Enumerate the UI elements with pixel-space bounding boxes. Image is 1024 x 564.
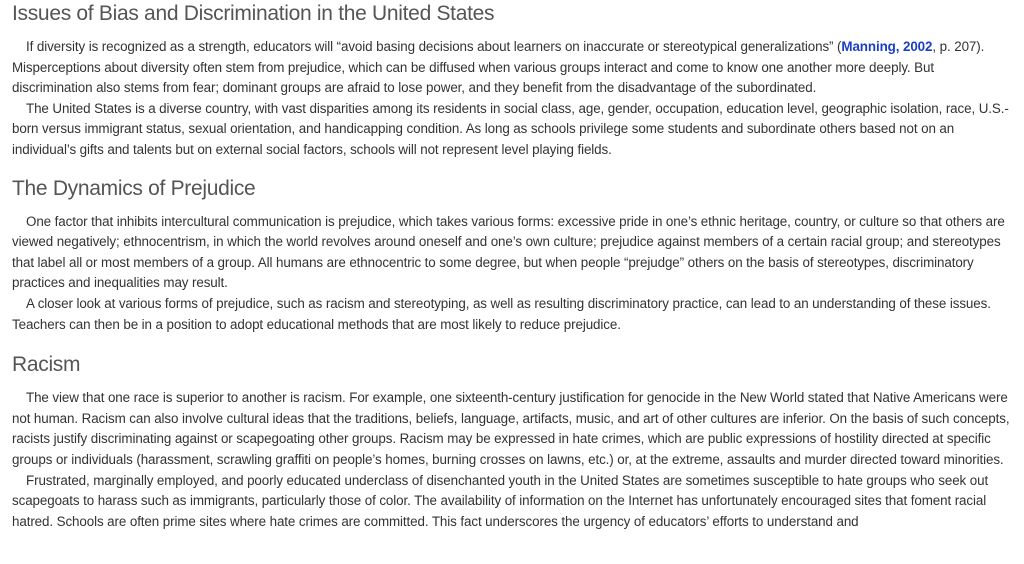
section-heading: The Dynamics of Prejudice [12, 176, 256, 200]
paragraph: A closer look at various forms of prejudice, such as racism and stereotyping, as well as resulting discriminatory practice, can lead to an understanding of these issues. Teachers can then be in a position to adopt educational methods that are most likely to reduce prejudice. [12, 295, 991, 332]
paragraph-text: , p. 207). Misperceptions about diversity often stem from prejudice, which can be diffused when various groups interact and come to know one another more deeply. But discrimination also stems from fear; dominant groups are afraid to lose power, and they benefit from the disadvantage of the subordinated. [12, 39, 985, 96]
citation-link[interactable]: Manning, 2002 [841, 39, 933, 54]
paragraph-text: If diversity is recognized as a strength, educators will “avoid basing decisions about learners on inaccurate or stereotypical generalizations” ( [26, 39, 842, 54]
paragraph: The view that one race is superior to another is racism. For example, one sixteenth-century justification for genocide in the New World stated that Native Americans were not human. Racism can also involve cultural ideas that the traditions, beliefs, language, artifacts, music, and art of other cultures are inferior. On the basis of such concepts, racists justify discriminating against or scapegoating other groups. Racism may be expressed in hate crimes, which are public expressions of hostility directed at specific groups or individuals (harassment, scrawling graffiti on people’s homes, burning crosses on lawns, etc.) or, at the extreme, assaults and murder directed toward minorities. [12, 390, 1010, 467]
section-body [12, 388, 1018, 532]
paragraph: The United States is a diverse country, with vast disparities among its residents in social class, age, gender, occupation, education level, geographic isolation, race, U.S.-born versus immigrant status, sexual orientation, and handicapping condition. As long as schools privilege some students and subordinate others based not on an individual’s gifts and talents but on external social factors, schools will not represent level playing fields. [12, 100, 1009, 157]
paragraph: Frustrated, marginally employed, and poorly educated underclass of disenchanted youth in the United States are sometimes susceptible to hate groups who seek out scapegoats to harass such as immigrants, particularly those of color. The availability of information on the Internet has unfortunately encouraged sites that foment racial hatred. Schools are often prime sites where hate crimes are committed. This fact underscores the urgency of educators’ efforts to understand and [12, 472, 989, 529]
paragraph: One factor that inhibits intercultural communication is prejudice, which takes various forms: excessive pride in one’s ethnic heritage, country, or culture so that others are viewed negatively; ethnocentrism, in which the world revolves around oneself and one’s own culture; prejudice against members of a certain racial group; and stereotypes that label all or most members of a group. All humans are ethnocentric to some degree, but when people “prejudge” others on the basis of stereotypes, discriminatory practices and inequalities may result. [12, 213, 1005, 291]
section-heading: Issues of Bias and Discrimination in the United States [12, 2, 495, 25]
paragraph [12, 37, 1018, 99]
section-body [12, 212, 1018, 336]
section-heading: Racism [12, 353, 81, 377]
section-body [12, 37, 1018, 161]
section-racism [12, 352, 1018, 532]
section-bias-discrimination [12, 0, 1018, 161]
section-dynamics-of-prejudice [12, 176, 1018, 336]
